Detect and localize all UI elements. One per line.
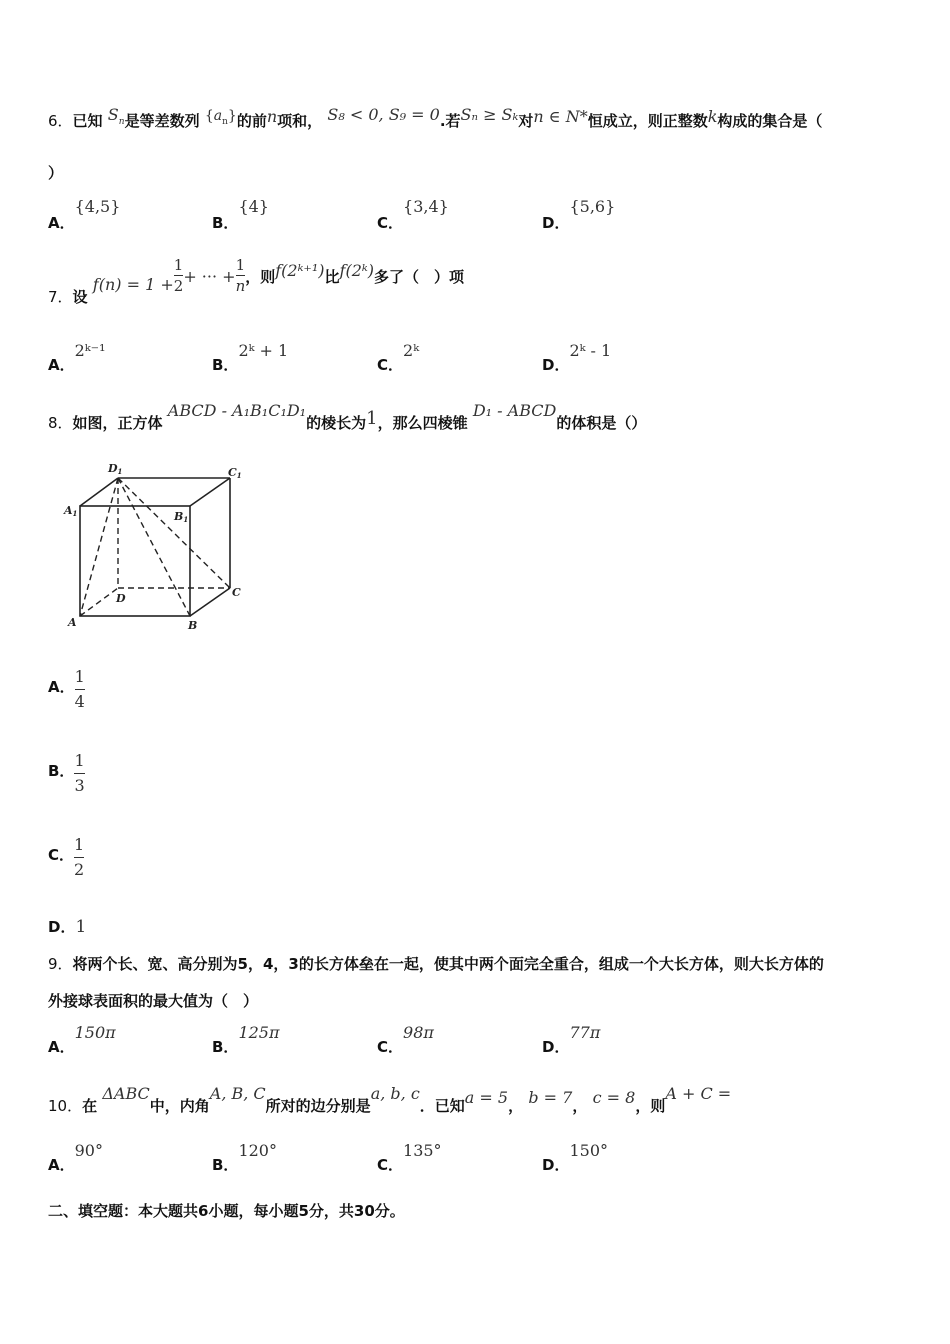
q10-math-b7: b = 7	[528, 1088, 573, 1107]
q10-math-sides: a, b, c	[370, 1084, 420, 1103]
hidden-edge-d1-a	[80, 478, 118, 616]
q6-text-9: ）	[48, 164, 64, 182]
question-9-line-1	[48, 953, 824, 974]
q7-option-d[interactable]: D．2ᵏ - 1	[542, 341, 612, 374]
q8-option-c[interactable]: C．$\frac{1}{2}$	[48, 835, 85, 879]
q8-option-d[interactable]: D．1	[48, 917, 87, 937]
q9-option-d[interactable]: D．77π	[542, 1023, 601, 1056]
section-2-heading: 二、填空题：本大题共6小题，每小题5分，共30分。	[48, 1202, 405, 1220]
label-b: B	[188, 619, 198, 632]
q6-math-an: $\{a_n\}$	[204, 108, 237, 127]
question-7-number: 7．	[48, 288, 73, 306]
q7-text-1: 设	[72, 288, 88, 306]
q6-math-sn-sk: Sₙ ≥ Sₖ	[460, 105, 519, 124]
hidden-edge-d1-b	[118, 478, 190, 616]
label-c: C	[232, 586, 241, 599]
q6-option-c[interactable]: C．{3,4}	[377, 197, 449, 232]
q9-option-a[interactable]: A．150π	[48, 1023, 116, 1056]
q10-option-a[interactable]: A．90°	[48, 1141, 103, 1174]
q10-math-a5: a = 5	[464, 1088, 509, 1107]
q8-option-a[interactable]: A．$\frac{1}{4}$	[48, 667, 85, 711]
edge-a1-d1	[80, 478, 118, 506]
q6-math-n-in-n: n ∈ N*	[533, 107, 588, 126]
question-9-number: 9．	[48, 955, 73, 973]
q8-option-b[interactable]: B．$\frac{1}{3}$	[48, 751, 85, 795]
hidden-edge-d1-c	[118, 478, 230, 588]
q7-option-a[interactable]: A．2ᵏ⁻¹	[48, 341, 106, 374]
label-c1: C1	[228, 466, 242, 480]
q10-text-1: 在	[82, 1097, 98, 1115]
hidden-edge-a-d	[80, 588, 118, 616]
label-d: D	[116, 592, 126, 605]
q10-text-4: ．已知	[419, 1097, 465, 1115]
q6-math-s8s9: S₈ < 0, S₉ = 0	[327, 105, 440, 124]
q8-math-pyramid: D₁ - ABCD	[472, 401, 557, 420]
q9-option-c[interactable]: C．98π	[377, 1023, 434, 1056]
question-8-line	[48, 400, 647, 432]
q7-text-4: 多了（ ）项	[373, 268, 464, 286]
q9-text-line-1: 将两个长、宽、高分别为5，4，3的长方体垒在一起，使其中两个面完全重合，组成一个大长方体，则大长方体的	[72, 955, 824, 973]
q6-math-sn: $S_n$	[107, 105, 125, 128]
question-7-line	[48, 256, 464, 306]
q6-option-d[interactable]: D．{5,6}	[542, 197, 616, 232]
q7-fraction-1-over-n: $\frac{1}{n}$	[235, 256, 246, 295]
q6-option-b[interactable]: B．{4}	[212, 197, 269, 232]
edge-b-c	[190, 588, 230, 616]
q6-text-2: 是等差数列	[124, 112, 200, 130]
q10-math-angles: A, B, C	[209, 1084, 266, 1103]
q8-text-4: 的体积是（）	[556, 414, 647, 432]
question-6-number: 6．	[48, 112, 73, 130]
q10-option-c[interactable]: C．135°	[377, 1141, 442, 1174]
q6-text-6: 对	[518, 112, 534, 130]
q8-text-2: 的棱长为	[306, 414, 367, 432]
q6-math-k: k	[707, 107, 718, 126]
label-a1: A1	[64, 504, 78, 518]
q10-text-5: ，	[508, 1097, 524, 1115]
q7-math-fn: f(n) = 1 +	[92, 275, 174, 294]
q9-text-line-2: 外接球表面积的最大值为（ ）	[48, 992, 259, 1010]
question-10-number: 10．	[48, 1097, 83, 1115]
q7-text-2: ，则	[245, 268, 276, 286]
label-a: A	[68, 616, 77, 629]
q6-text-7: 恒成立，则正整数	[587, 112, 708, 130]
question-6-line-1	[48, 105, 823, 133]
q7-option-c[interactable]: C．2ᵏ	[377, 341, 420, 374]
q6-text-3: 的前	[236, 112, 267, 130]
q7-math-f2k1: f(2ᵏ⁺¹)	[275, 261, 325, 280]
q6-text-4: 项和，	[277, 112, 323, 130]
q10-math-c8: c = 8	[592, 1088, 636, 1107]
q10-math-triangle: ΔABC	[102, 1084, 150, 1103]
q6-text-1: 已知	[72, 112, 103, 130]
q10-text-2: 中，内角	[149, 1097, 210, 1115]
q10-option-d[interactable]: D．150°	[542, 1141, 608, 1174]
q7-math-f2k: f(2ᵏ)	[339, 261, 374, 280]
q10-text-6: ，	[572, 1097, 588, 1115]
q7-fraction-half: $\frac{1}{2}$	[173, 256, 184, 295]
q6-option-a[interactable]: A．{4,5}	[48, 197, 121, 232]
q9-option-b[interactable]: B．125π	[212, 1023, 280, 1056]
q8-text-3: ，那么四棱锥	[377, 414, 468, 432]
q8-math-edge: 1	[366, 408, 378, 429]
q7-text-3: 比	[324, 268, 340, 286]
q10-math-a-plus-c: A + C =	[665, 1084, 732, 1103]
q6-text-5: .若	[439, 112, 461, 130]
q7-math-dots: + ··· +	[183, 267, 236, 286]
question-8-number: 8．	[48, 414, 73, 432]
question-10-line	[48, 1083, 732, 1115]
edge-b1-c1	[190, 478, 230, 506]
label-d1: D1	[108, 462, 123, 476]
q6-math-n: n	[266, 107, 278, 126]
q8-text-1: 如图，正方体	[72, 414, 163, 432]
q10-option-b[interactable]: B．120°	[212, 1141, 277, 1174]
cube-pyramid-figure	[60, 458, 260, 638]
q6-text-8: 构成的集合是（	[717, 112, 823, 130]
q7-option-b[interactable]: B．2ᵏ + 1	[212, 341, 289, 374]
label-b1: B1	[174, 510, 189, 524]
q10-text-7: ，则	[635, 1097, 666, 1115]
q10-text-3: 所对的边分别是	[265, 1097, 371, 1115]
q8-math-cube: ABCD - A₁B₁C₁D₁	[167, 401, 307, 420]
